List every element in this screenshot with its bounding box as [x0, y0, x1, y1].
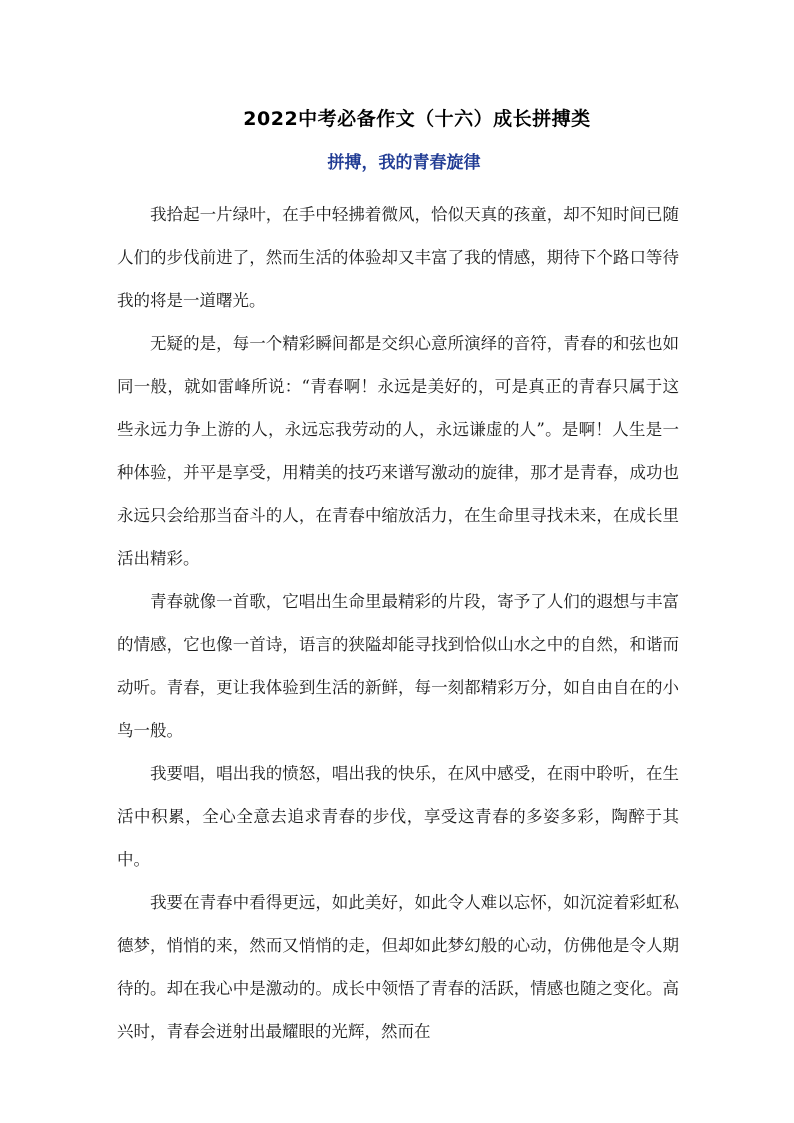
- essay-title: 拼搏，我的青春旋律: [327, 153, 481, 173]
- paragraph-2: 无疑的是，每一个精彩瞬间都是交织心意所演绎的音符，青春的和弦也如同一般，就如雷峰所说：“青春啊！永远是美好的，可是真正的青春只属于这些永远力争上游的人，永远忘我劳动的人，永远谦虚的人”。是啊！人生是一种体验，并平是享受，用精美的技巧来谱写激动的旋律，那才是青春，成功也永远只会给那当奋斗的人，在青春中缩放活力，在生命里寻找未来，在成长里活出精彩。: [117, 334, 679, 568]
- page-title: 2022中考必备作文（十六）成长拼搏类: [243, 108, 591, 130]
- paragraph-1: 我拾起一片绿叶，在手中轻拂着微风，恰似天真的孩童，却不知时间已随人们的步伐前进了，然而生活的体验却又丰富了我的情感，期待下个路口等待我的将是一道曙光。: [117, 205, 679, 310]
- paragraph-4: 我要唱，唱出我的愤怒，唱出我的快乐，在风中感受，在雨中聆听，在生活中积累，全心全意去追求青春的步伐，享受这青春的多姿多彩，陶醉于其中。: [117, 764, 679, 869]
- paragraph-5: 我要在青春中看得更远，如此美好，如此令人难以忘怀，如沉淀着彩虹私德梦，悄悄的来，然而又悄悄的走，但却如此梦幻般的心动，仿佛他是令人期待的。却在我心中是激动的。成长中领悟了青春的活跃，情感也随之变化。高兴时，青春会迸射出最耀眼的光辉，然而在: [117, 893, 679, 1041]
- paragraph-3: 青春就像一首歌，它唱出生命里最精彩的片段，寄予了人们的遐想与丰富的情感，它也像一首诗，语言的狭隘却能寻找到恰似山水之中的自然，和谐而动听。青春，更让我体验到生活的新鲜，每一刻都精彩万分，如自由自在的小鸟一般。: [117, 592, 679, 740]
- essay-body: [117, 193, 679, 1053]
